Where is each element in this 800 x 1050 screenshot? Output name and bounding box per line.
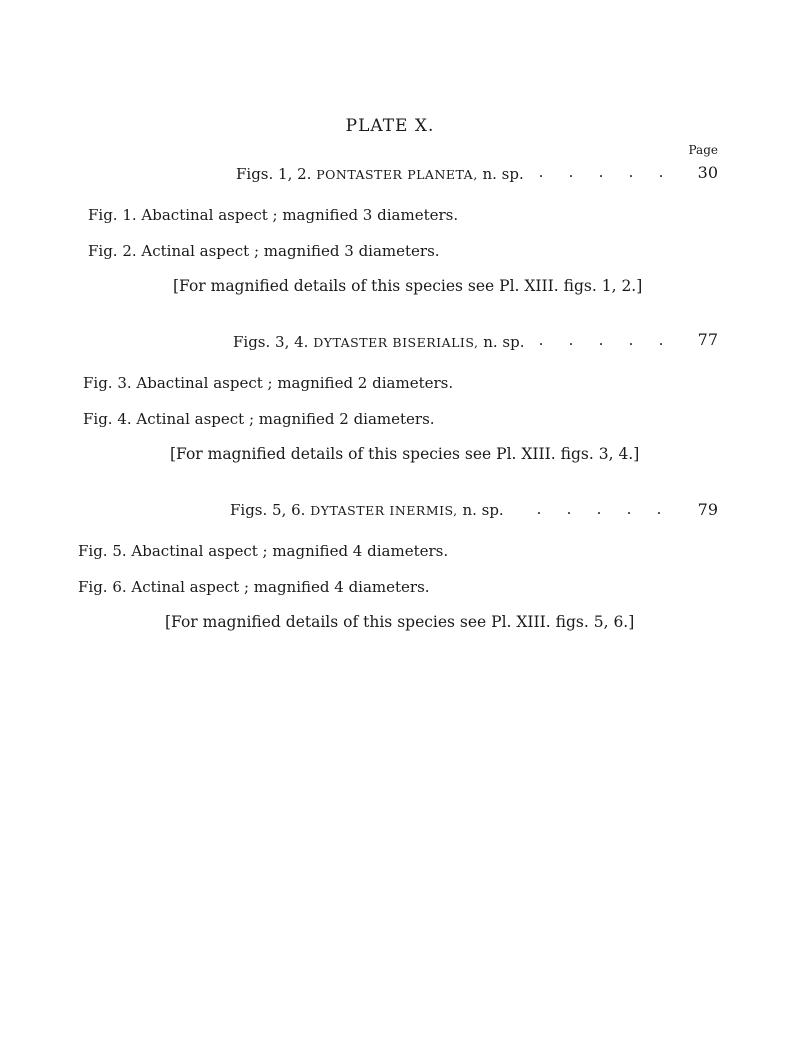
page-number-2: 77 <box>697 330 718 349</box>
figure-caption-3: Fig. 3. Abactinal aspect ; magnified 2 diameters. <box>83 374 454 392</box>
species-suffix: n. sp. <box>482 165 524 183</box>
figs-label: Figs. 3, 4. <box>233 333 309 351</box>
genus-name: DYTASTER <box>310 503 385 518</box>
genus-name: PONTASTER <box>316 167 403 182</box>
figure-caption-2: Fig. 2. Actinal aspect ; magnified 3 diameters. <box>88 242 440 260</box>
plate-title: PLATE X. <box>345 116 435 136</box>
leader-dots: . . . . . <box>538 331 664 349</box>
section-heading-1 <box>236 165 524 183</box>
section-heading-2 <box>233 333 524 351</box>
leader-dots: . . . . . <box>536 500 662 518</box>
figs-label: Figs. 1, 2. <box>236 165 312 183</box>
species-name: BISERIALIS, <box>392 335 479 350</box>
species-suffix: n. sp. <box>483 333 525 351</box>
details-note-1: [For magnified details of this species see Pl. XIII. figs. 1, 2.] <box>173 277 643 295</box>
figure-caption-4: Fig. 4. Actinal aspect ; magnified 2 diameters. <box>83 410 435 428</box>
figure-caption-6: Fig. 6. Actinal aspect ; magnified 4 diameters. <box>78 578 430 596</box>
figs-label: Figs. 5, 6. <box>230 501 306 519</box>
details-note-3: [For magnified details of this species see Pl. XIII. figs. 5, 6.] <box>165 613 635 631</box>
species-name: INERMIS, <box>389 503 458 518</box>
leader-dots: . . . . . <box>538 163 664 181</box>
page-column-label: Page <box>688 143 718 157</box>
page-number-1: 30 <box>697 163 718 182</box>
species-suffix: n. sp. <box>462 501 504 519</box>
species-name: PLANETA, <box>407 167 478 182</box>
details-note-2: [For magnified details of this species see Pl. XIII. figs. 3, 4.] <box>170 445 640 463</box>
section-heading-3 <box>230 501 504 519</box>
genus-name: DYTASTER <box>313 335 388 350</box>
page-number-3: 79 <box>697 500 718 519</box>
figure-caption-1: Fig. 1. Abactinal aspect ; magnified 3 diameters. <box>88 206 459 224</box>
figure-caption-5: Fig. 5. Abactinal aspect ; magnified 4 diameters. <box>78 542 449 560</box>
